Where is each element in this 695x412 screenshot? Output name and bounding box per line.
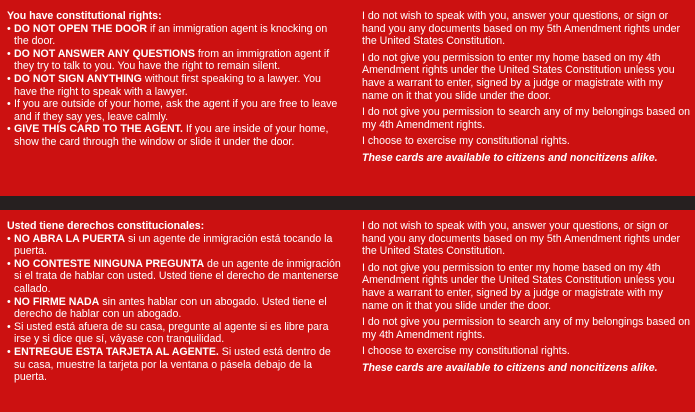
statement-spanish-card [362, 220, 692, 379]
list-item: • GIVE THIS CARD TO THE AGENT. If you are inside of your home, show the card through the window or slide it under the door. [7, 123, 342, 148]
card-title: Usted tiene derechos constitucionales: [7, 220, 205, 232]
list-item: • NO ABRA LA PUERTA si un agente de inmigración está tocando la puerta. [7, 233, 342, 258]
rights-list-english [7, 10, 342, 149]
list-item: • DO NOT ANSWER ANY QUESTIONS from an immigration agent if they try to talk to you. You have the right to remain silent. [7, 48, 342, 73]
list-item: • ENTREGUE ESTA TARJETA AL AGENTE. Si usted está dentro de su casa, muestre la tarjeta por la ventana o pásela debajo de la puerta. [7, 346, 342, 384]
list-item: • Si usted está afuera de su casa, pregunte al agente si es libre para irse y si dice que sí, váyase con tranquilidad. [7, 321, 342, 346]
availability-note: These cards are available to citizens and noncitizens alike. [362, 361, 658, 374]
statement-paragraph: I do not give you permission to search any of my belongings based on my 4th Amendment rights. [362, 316, 691, 341]
statement-paragraph: I choose to exercise my constitutional rights. [362, 345, 570, 358]
statement-paragraph: I do not give you permission to enter my home based on my 4th Amendment rights under the United States Constitution unless you have a warrant to enter, signed by a judge or magistrate with my name on it that you slide under the door. [362, 51, 675, 102]
list-item: • If you are outside of your home, ask the agent if you are free to leave and if they say yes, leave calmly. [7, 98, 342, 123]
statement-paragraph: I choose to exercise my constitutional rights. [362, 135, 570, 148]
statement-english [362, 10, 692, 169]
list-item: • DO NOT SIGN ANYTHING without first speaking to a lawyer. You have the right to speak with a lawyer. [7, 73, 342, 98]
card-title: You have constitutional rights: [7, 10, 162, 22]
availability-note: These cards are available to citizens and noncitizens alike. [362, 151, 658, 164]
list-item: • NO FIRME NADA sin antes hablar con un abogado. Usted tiene el derecho de hablar con un abogado. [7, 296, 342, 321]
rights-card-english [0, 0, 695, 196]
card-divider [0, 196, 695, 210]
statement-paragraph: I do not give you permission to enter my home based on my 4th Amendment rights under the United States Constitution unless you have a warrant to enter, signed by a judge or magistrate with my name on it that you slide under the door. [362, 261, 675, 312]
statement-paragraph: I do not give you permission to search any of my belongings based on my 4th Amendment rights. [362, 106, 691, 131]
rights-card-spanish [0, 210, 695, 412]
rights-list-spanish [7, 220, 342, 384]
list-item: • NO CONTESTE NINGUNA PREGUNTA de un agente de inmigración si el trata de hablar con usted. Usted tiene el derecho de mantenerse callado. [7, 258, 342, 296]
list-item: • DO NOT OPEN THE DOOR if an immigration agent is knocking on the door. [7, 23, 342, 48]
statement-paragraph: I do not wish to speak with you, answer your questions, or sign or hand you any documents based on my 5th Amendment rights under the United States Constitution. [362, 10, 681, 48]
statement-paragraph: I do not wish to speak with you, answer your questions, or sign or hand you any documents based on my 5th Amendment rights under the United States Constitution. [362, 220, 681, 258]
